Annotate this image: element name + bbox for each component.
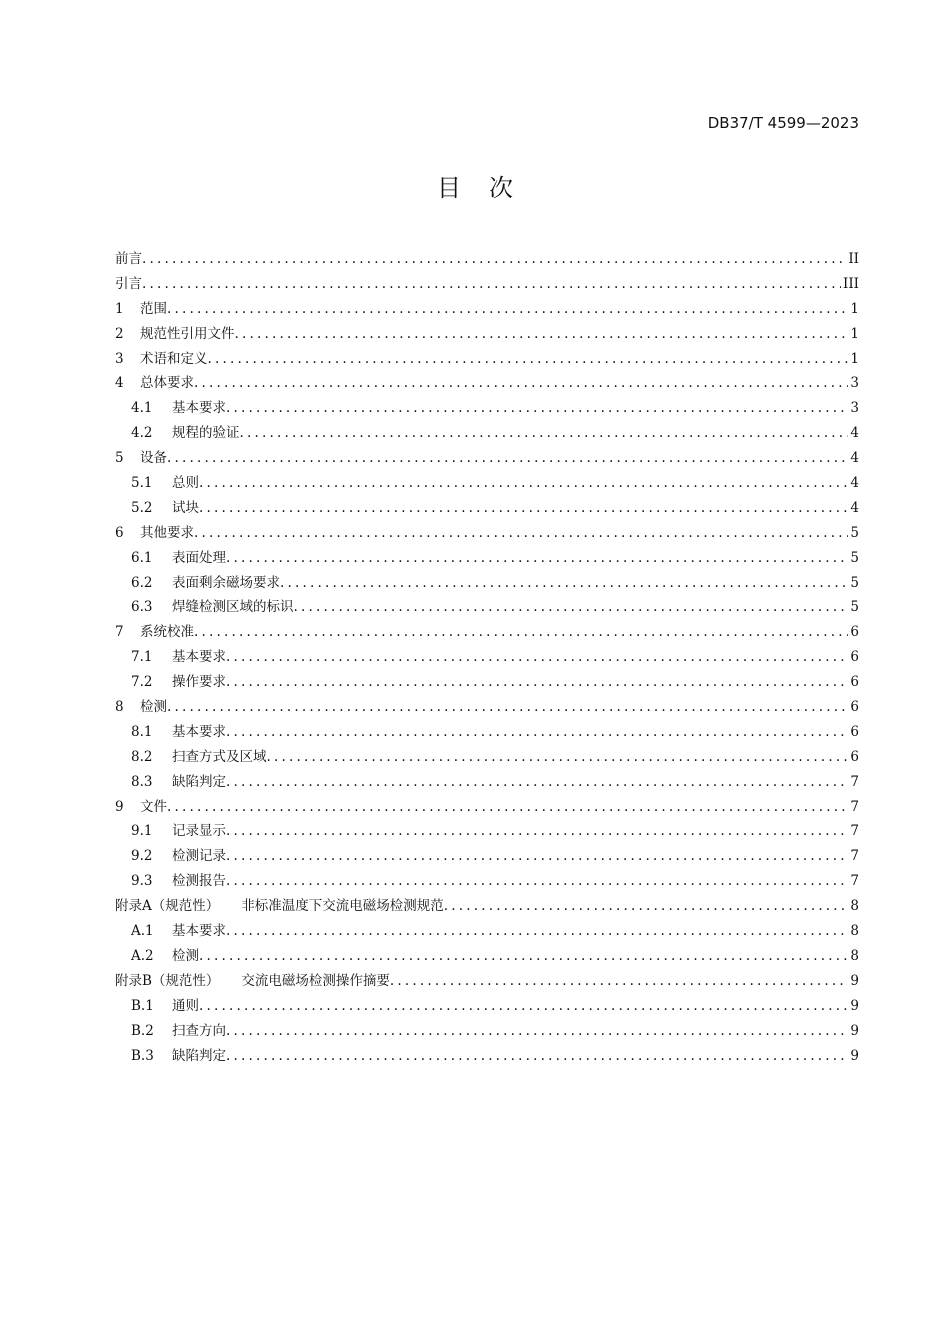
- dot-leader: [267, 745, 849, 770]
- toc-entry[interactable]: [115, 670, 859, 695]
- page-title: 目次: [437, 174, 541, 202]
- toc-entry[interactable]: [115, 371, 859, 396]
- dot-leader: [444, 894, 849, 919]
- dot-leader: [199, 994, 848, 1019]
- toc-entry-number: 5.1: [131, 475, 153, 492]
- toc-entry[interactable]: [115, 620, 859, 645]
- toc-entry-page: 6: [850, 723, 859, 740]
- dot-leader: [390, 969, 848, 994]
- toc-entry-number: 6.2: [131, 574, 153, 591]
- toc-entry[interactable]: [115, 645, 859, 670]
- toc-entry-number: 附录B（规范性）: [115, 972, 220, 989]
- toc-entry[interactable]: [115, 795, 859, 820]
- toc-entry-title: 检测记录: [172, 848, 226, 865]
- dot-leader: [226, 919, 848, 944]
- toc-entry-page: III: [843, 275, 859, 292]
- dot-leader: [226, 869, 848, 894]
- toc-entry[interactable]: [115, 869, 859, 894]
- toc-entry-title: 规范性引用文件: [140, 325, 235, 342]
- toc-entry-title: 基本要求: [172, 400, 226, 417]
- toc-entry-page: 4: [850, 475, 859, 492]
- toc-entry-number: B.3: [131, 1047, 154, 1064]
- toc-entry-page: 9: [850, 997, 859, 1014]
- toc-entry-page: 5: [850, 524, 859, 541]
- dot-leader: [142, 272, 841, 297]
- toc-entry[interactable]: [115, 695, 859, 720]
- dot-leader: [226, 844, 848, 869]
- dot-leader: [226, 720, 848, 745]
- toc-entry-title: 系统校准: [140, 624, 194, 641]
- toc-entry-title: 设备: [140, 450, 167, 467]
- dot-leader: [226, 1019, 848, 1044]
- toc-entry-title: 扫查方式及区域: [172, 748, 267, 765]
- toc-entry-page: 1: [850, 300, 859, 317]
- dot-leader: [240, 421, 849, 446]
- dot-leader: [226, 645, 848, 670]
- dot-leader: [280, 571, 848, 596]
- toc-entry[interactable]: [115, 944, 859, 969]
- toc-entry[interactable]: [115, 1044, 859, 1069]
- dot-leader: [226, 670, 848, 695]
- toc-entry-title: 缺陷判定: [172, 1047, 226, 1064]
- dot-leader: [208, 347, 849, 372]
- toc-entry-number: 3: [115, 350, 124, 367]
- toc-entry-page: 6: [850, 674, 859, 691]
- toc-entry-title: 表面处理: [172, 549, 226, 566]
- toc-entry-number: B.2: [131, 1022, 154, 1039]
- dot-leader: [199, 496, 848, 521]
- toc-entry[interactable]: [115, 272, 859, 297]
- table-of-contents: [115, 247, 859, 1068]
- toc-entry-number: 5.2: [131, 499, 153, 516]
- toc-entry-number: 6.3: [131, 599, 153, 616]
- toc-entry-number: 4: [115, 375, 124, 392]
- toc-entry[interactable]: [115, 969, 859, 994]
- toc-entry-title: 焊缝检测区域的标识: [172, 599, 294, 616]
- toc-entry-page: 6: [850, 649, 859, 666]
- dot-leader: [226, 396, 848, 421]
- dot-leader: [199, 471, 848, 496]
- toc-entry-title: 基本要求: [172, 649, 226, 666]
- toc-entry-page: 3: [850, 375, 859, 392]
- toc-entry-number: 7.2: [131, 674, 153, 691]
- toc-entry-title: 规程的验证: [172, 425, 240, 442]
- toc-entry-title: 前言: [115, 251, 142, 267]
- toc-entry-number: B.1: [131, 997, 154, 1014]
- toc-entry-page: 4: [850, 450, 859, 467]
- toc-entry-number: A.1: [131, 923, 154, 940]
- dot-leader: [142, 247, 846, 272]
- toc-entry-page: 8: [850, 947, 859, 964]
- toc-entry-page: 5: [850, 574, 859, 591]
- toc-entry[interactable]: [115, 347, 859, 372]
- dot-leader: [199, 944, 848, 969]
- toc-entry-number: 6: [115, 524, 124, 541]
- toc-entry[interactable]: [115, 994, 859, 1019]
- toc-entry-title: 其他要求: [140, 524, 194, 541]
- dot-leader: [226, 819, 848, 844]
- toc-entry[interactable]: [115, 521, 859, 546]
- toc-entry-number: 7: [115, 624, 124, 641]
- toc-entry-number: 2: [115, 325, 124, 342]
- toc-entry-title: 操作要求: [172, 674, 226, 691]
- toc-entry-page: 6: [850, 624, 859, 641]
- dot-leader: [167, 695, 848, 720]
- toc-entry-number: 9.3: [131, 873, 153, 890]
- toc-entry[interactable]: [115, 546, 859, 571]
- toc-entry[interactable]: [115, 595, 859, 620]
- toc-entry-number: 6.1: [131, 549, 153, 566]
- toc-entry-number: 8.2: [131, 748, 153, 765]
- toc-entry[interactable]: [115, 819, 859, 844]
- toc-entry[interactable]: [115, 421, 859, 446]
- toc-entry[interactable]: [115, 745, 859, 770]
- toc-entry[interactable]: [115, 446, 859, 471]
- dot-leader: [167, 297, 848, 322]
- toc-entry-title: 表面剩余磁场要求: [172, 574, 280, 591]
- toc-entry-title: 非标准温度下交流电磁场检测规范: [241, 898, 444, 915]
- toc-entry[interactable]: [115, 894, 859, 919]
- toc-entry-number: A.2: [131, 947, 154, 964]
- toc-entry-number: 9.1: [131, 823, 153, 840]
- toc-entry[interactable]: [115, 247, 859, 272]
- toc-entry-number: 4.2: [131, 425, 153, 442]
- toc-entry[interactable]: [115, 770, 859, 795]
- toc-entry[interactable]: [115, 496, 859, 521]
- toc-entry[interactable]: [115, 322, 859, 347]
- toc-entry-page: 1: [850, 325, 859, 342]
- toc-entry[interactable]: [115, 297, 859, 322]
- dot-leader: [226, 770, 848, 795]
- toc-entry-page: 8: [850, 898, 859, 915]
- toc-entry-number: 9: [115, 798, 124, 815]
- toc-entry-page: 7: [850, 773, 859, 790]
- toc-entry-title: 术语和定义: [140, 350, 208, 367]
- dot-leader: [194, 620, 848, 645]
- toc-entry-page: 9: [850, 1047, 859, 1064]
- toc-entry-page: 7: [850, 873, 859, 890]
- toc-entry-page: 5: [850, 549, 859, 566]
- toc-entry-title: 交流电磁场检测操作摘要: [241, 972, 390, 989]
- toc-entry-title: 基本要求: [172, 723, 226, 740]
- toc-entry-title: 试块: [172, 499, 199, 516]
- toc-entry-page: 4: [850, 499, 859, 516]
- dot-leader: [294, 595, 849, 620]
- toc-entry-page: 8: [850, 923, 859, 940]
- toc-entry-number: 7.1: [131, 649, 153, 666]
- toc-entry-page: 7: [850, 798, 859, 815]
- dot-leader: [167, 446, 848, 471]
- toc-entry-number: 4.1: [131, 400, 153, 417]
- toc-entry-number: 8: [115, 699, 124, 716]
- toc-entry-page: 6: [850, 699, 859, 716]
- toc-entry[interactable]: [115, 396, 859, 421]
- toc-entry[interactable]: [115, 1019, 859, 1044]
- toc-entry-title: 文件: [140, 798, 167, 815]
- toc-entry-page: 7: [850, 848, 859, 865]
- dot-leader: [194, 521, 848, 546]
- dot-leader: [167, 795, 848, 820]
- toc-entry-title: 检测报告: [172, 873, 226, 890]
- toc-entry-page: II: [848, 251, 859, 267]
- toc-entry[interactable]: [115, 919, 859, 944]
- toc-entry-title: 通则: [172, 997, 199, 1014]
- toc-entry-title: 检测: [140, 699, 167, 716]
- toc-entry-title: 记录显示: [172, 823, 226, 840]
- toc-entry-page: 1: [850, 350, 859, 367]
- toc-entry-number: 附录A（规范性）: [115, 898, 220, 915]
- toc-entry-page: 9: [850, 1022, 859, 1039]
- dot-leader: [194, 371, 848, 396]
- toc-entry-title: 扫查方向: [172, 1022, 226, 1039]
- dot-leader: [226, 1044, 848, 1069]
- toc-entry-title: 引言: [115, 275, 142, 292]
- toc-entry-title: 缺陷判定: [172, 773, 226, 790]
- toc-entry-number: 1: [115, 300, 124, 317]
- toc-entry-page: 6: [850, 748, 859, 765]
- toc-entry-page: 5: [850, 599, 859, 616]
- toc-entry-page: 7: [850, 823, 859, 840]
- toc-entry-title: 总体要求: [140, 375, 194, 392]
- toc-entry-number: 9.2: [131, 848, 153, 865]
- dot-leader: [235, 322, 849, 347]
- toc-entry-page: 4: [850, 425, 859, 442]
- toc-entry-title: 总则: [172, 475, 199, 492]
- toc-entry-title: 检测: [172, 947, 199, 964]
- toc-entry-title: 基本要求: [172, 923, 226, 940]
- toc-entry[interactable]: [115, 844, 859, 869]
- toc-entry[interactable]: [115, 720, 859, 745]
- dot-leader: [226, 546, 848, 571]
- toc-entry[interactable]: [115, 571, 859, 596]
- toc-entry-page: 9: [850, 972, 859, 989]
- toc-entry-number: 8.3: [131, 773, 153, 790]
- toc-entry-title: 范围: [140, 300, 167, 317]
- document-number: DB37/T 4599—2023: [707, 114, 859, 132]
- toc-entry[interactable]: [115, 471, 859, 496]
- toc-entry-number: 5: [115, 450, 124, 467]
- toc-entry-page: 3: [850, 400, 859, 417]
- toc-entry-number: 8.1: [131, 723, 153, 740]
